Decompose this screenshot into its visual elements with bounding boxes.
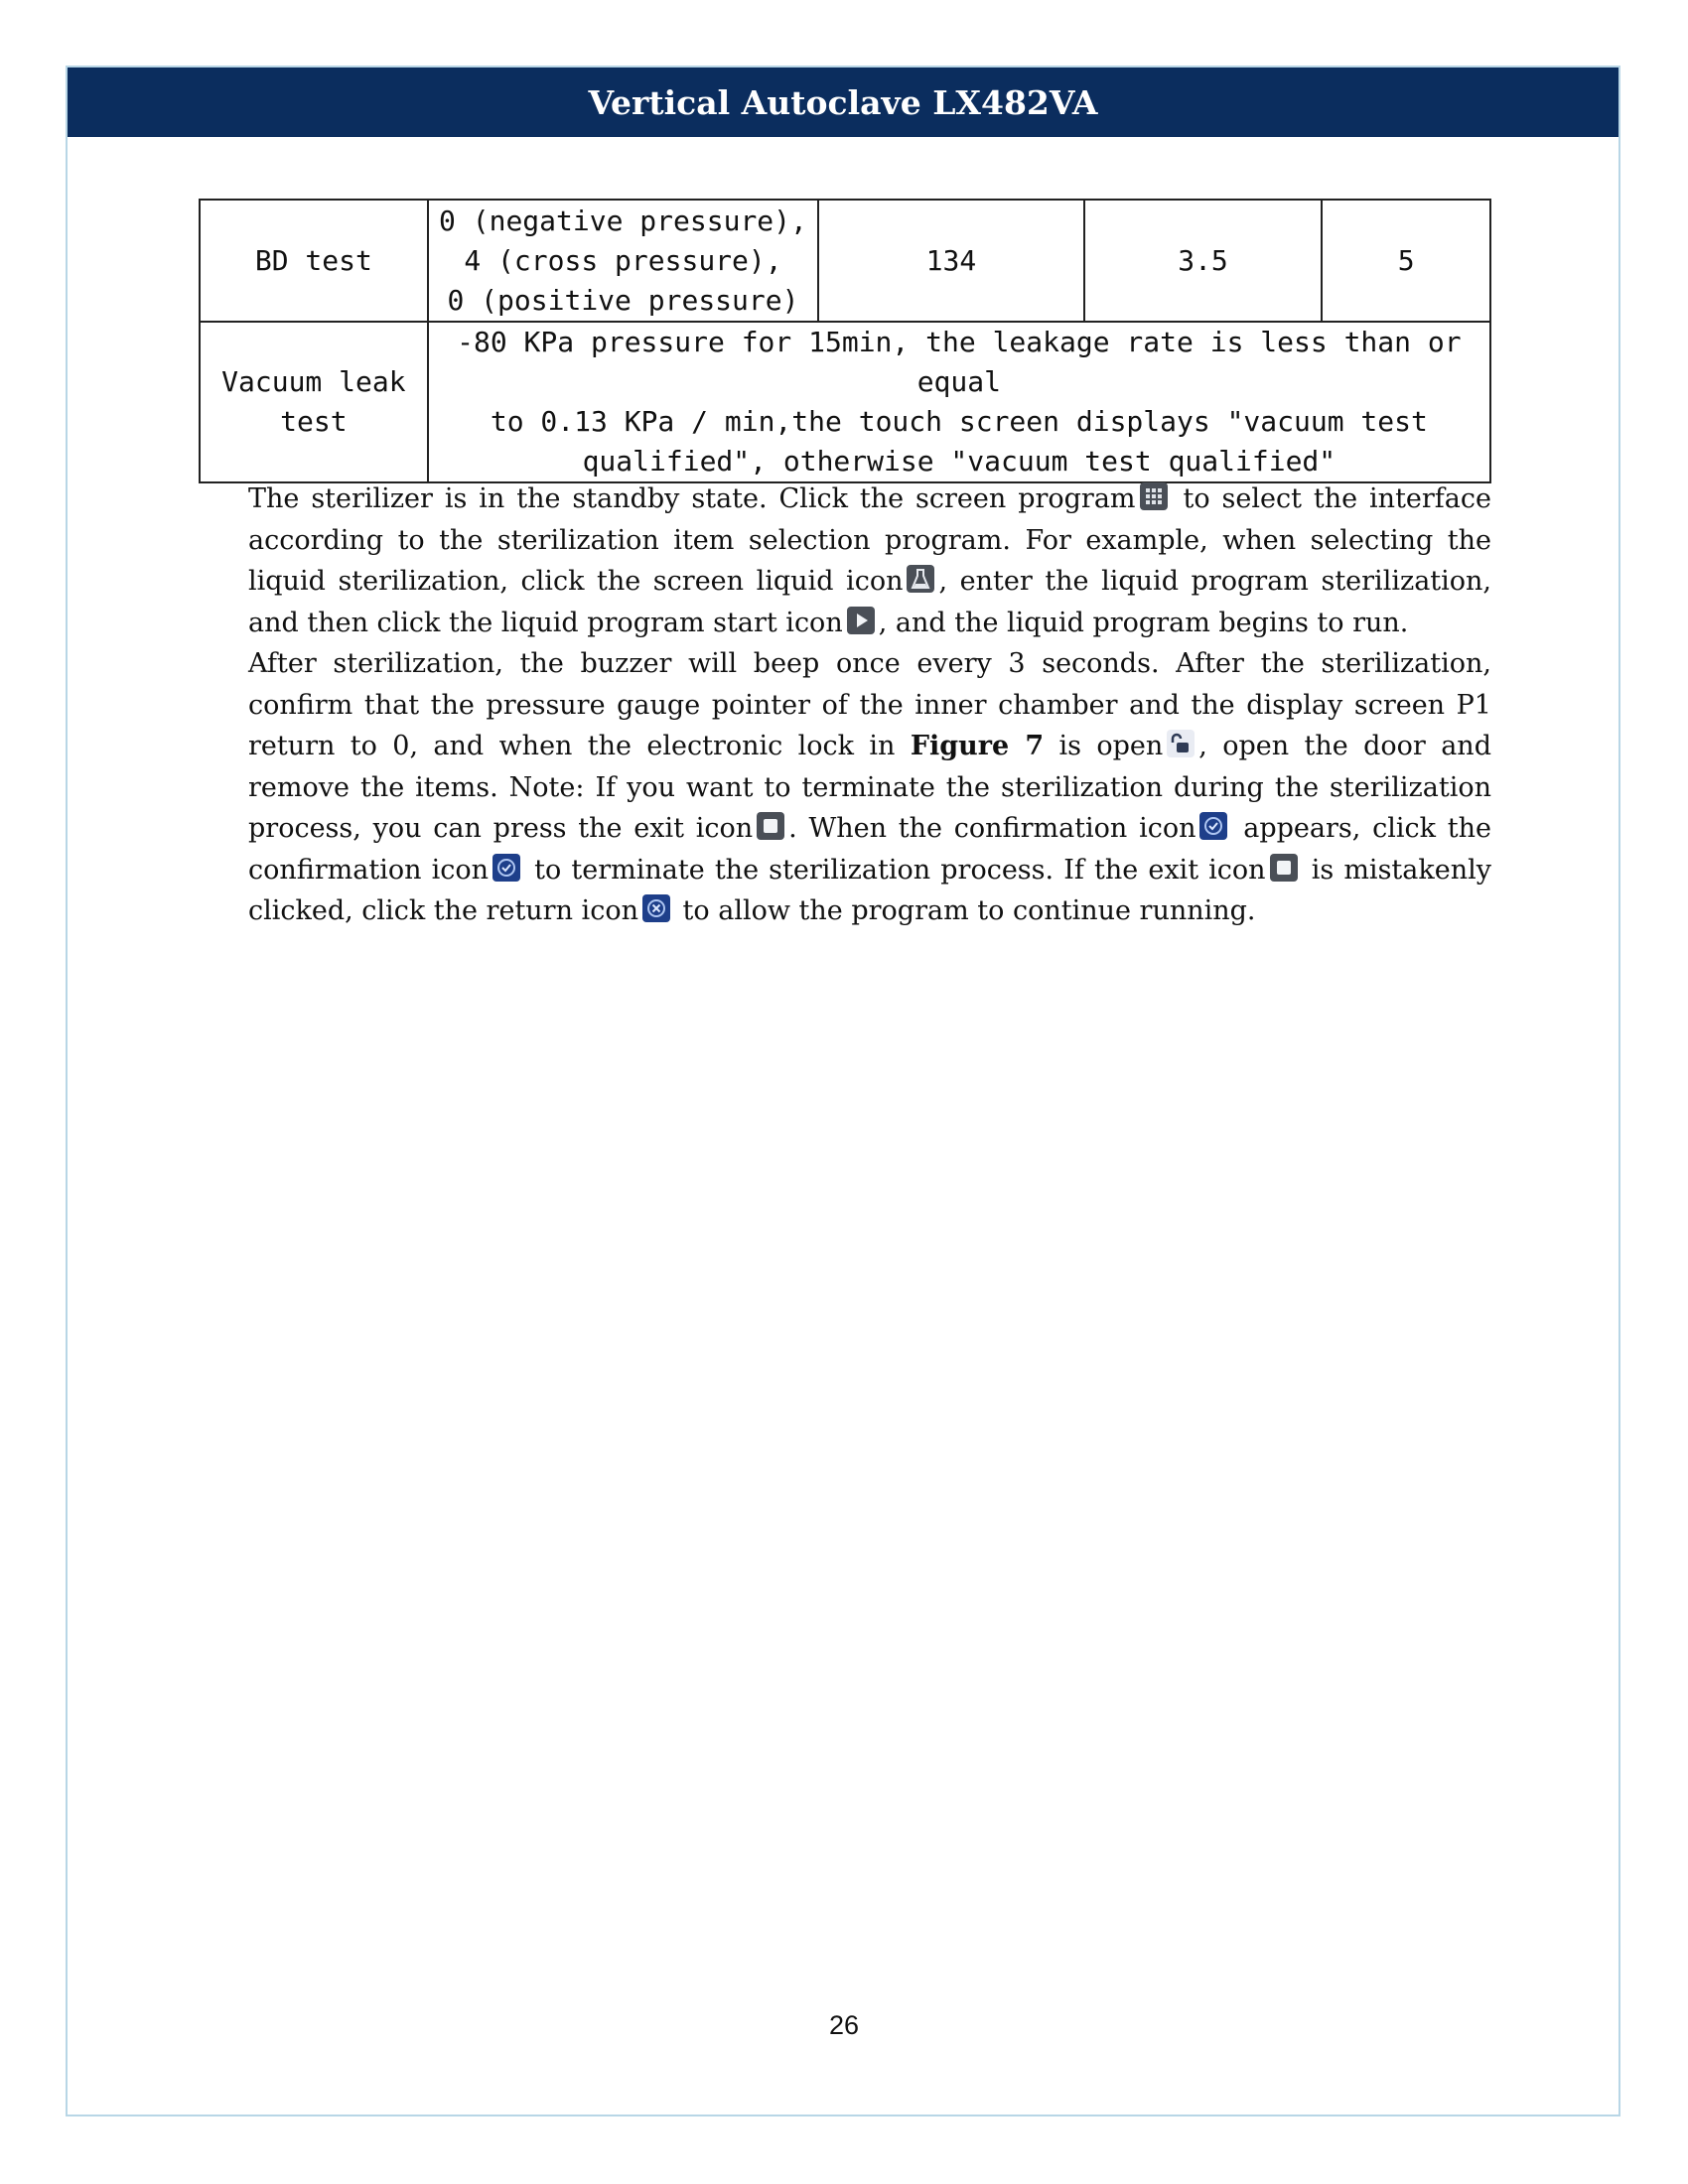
figure-reference: Figure 7 (910, 731, 1045, 761)
table-cell-temperature: 134 (818, 200, 1084, 322)
table-cell-program-name: BD test (200, 200, 428, 322)
stop-icon (1270, 854, 1298, 882)
table-row (200, 200, 1490, 322)
play-icon (847, 607, 875, 634)
instructions-text (248, 478, 1491, 932)
flask-icon (907, 565, 934, 593)
document-title: Vertical Autoclave LX482VA (588, 82, 1098, 122)
table-cell-time: 3.5 (1084, 200, 1323, 322)
table-cell-description: -80 KPa pressure for 15min, the leakage rate is less than or equal to 0.13 KPa / min,the touch screen displays "vacuum test qualified", otherwise "vacuum test qualified" (428, 322, 1490, 482)
check-circle-icon (1199, 812, 1227, 840)
paragraph: After sterilization, the buzzer will beep once every 3 seconds. After the sterilization, confirm that the pressure gauge pointer of the inner chamber and the display screen P1 return to 0, and when the electronic lock in Figure 7 is open , open the door and remove the items. Note: If you want to terminate the sterilization during the sterilization process, you can press the exit icon . When the confirmation icon appears, click the confirmation icon to terminate the sterilization process. If the exit icon is mistakenly clicked, click the return icon to allow the program to continue running. (248, 648, 1491, 926)
table-cell-program-name: Vacuum leak test (200, 322, 428, 482)
table-row (200, 322, 1490, 482)
paragraph: The sterilizer is in the standby state. Click the screen program to select the interface according to the sterilization item selection program. For example, when selecting the liquid sterilization, click the screen liquid icon , enter the liquid program sterilization, and then click the liquid program start icon , and the liquid program begins to run. (248, 483, 1492, 638)
header-banner (68, 68, 1618, 137)
test-program-table (199, 199, 1491, 483)
page-number: 26 (828, 2010, 860, 2040)
check-circle-icon (492, 854, 520, 882)
table-cell-pressure: 0 (negative pressure), 4 (cross pressure), 0 (positive pressure) (428, 200, 818, 322)
cancel-circle-icon (642, 894, 670, 922)
unlock-icon (1167, 730, 1195, 757)
table-cell-drying: 5 (1322, 200, 1490, 322)
grid-icon (1140, 482, 1168, 510)
stop-icon (757, 812, 784, 840)
